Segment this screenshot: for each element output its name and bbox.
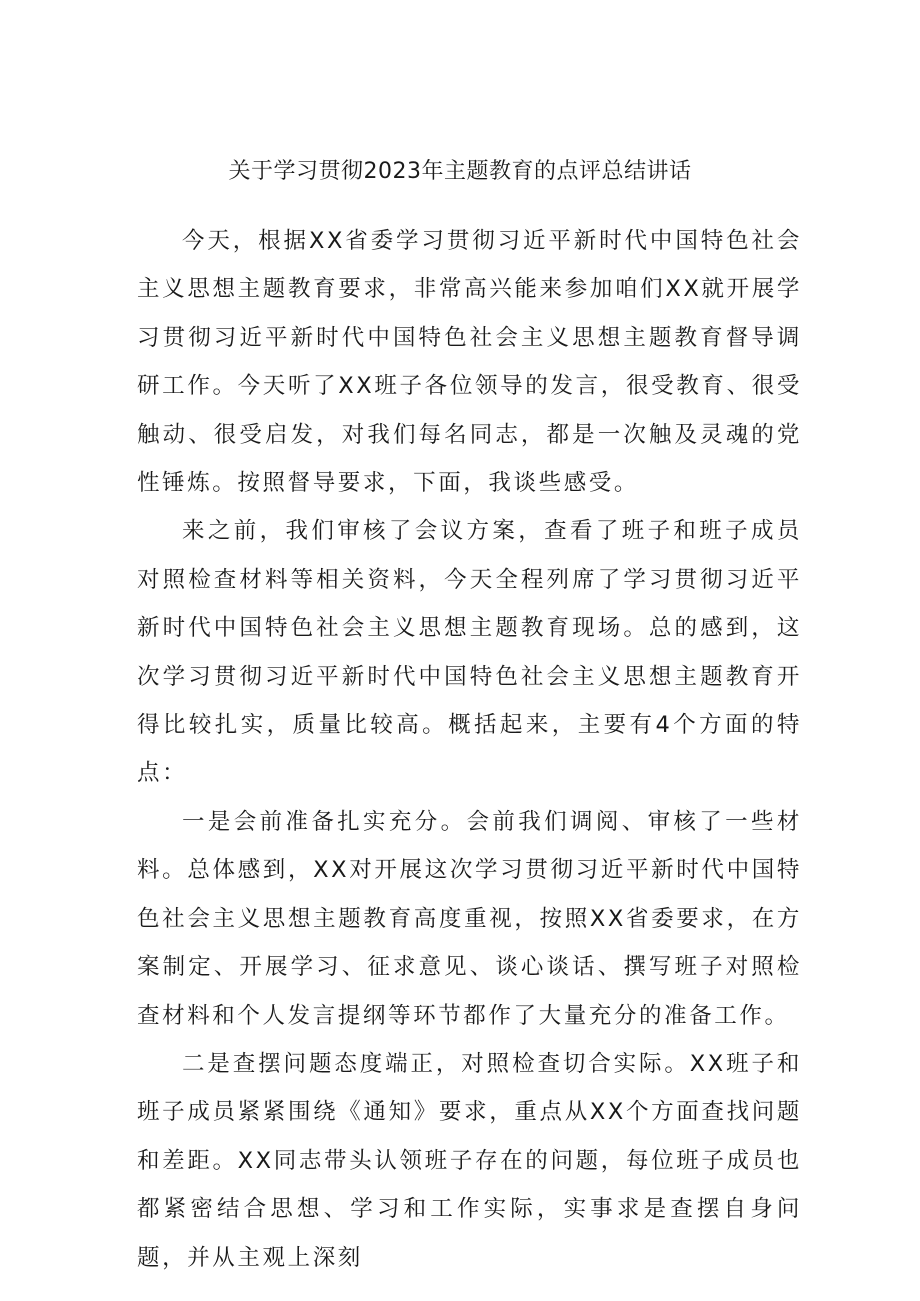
paragraph-point-one: 一是会前准备扎实充分。会前我们调阅、审核了一些材料。总体感到，XX对开展这次学习贯彻习近平新时代中国特色社会主义思想主题教育高度重视，按照XX省委要求，在方案制定、开展学习、征求意见、谈心谈话、撰写班子对照检查材料和个人发言提纲等环节都作了大量充分的准备工作。 — [137, 808, 802, 1029]
paragraph-point-two: 二是查摆问题态度端正，对照检查切合实际。XX班子和班子成员紧紧围绕《通知》要求，重点从XX个方面查找问题和差距。XX同志带头认领班子存在的问题，每位班子成员也都紧密结合思想、学习和工作实际，实事求是查摆自身问题，并从主观上深刻 — [137, 1050, 802, 1271]
paragraph-overview: 来之前，我们审核了会议方案，查看了班子和班子成员对照检查材料等相关资料，今天全程列席了学习贯彻习近平新时代中国特色社会主义思想主题教育现场。总的感到，这次学习贯彻习近平新时代中国特色社会主义思想主题教育开得比较扎实，质量比较高。概括起来，主要有4个方面的特点： — [137, 518, 802, 787]
paragraph-intro: 今天，根据XX省委学习贯彻习近平新时代中国特色社会主义思想主题教育要求，非常高兴能来参加咱们XX就开展学习贯彻习近平新时代中国特色社会主义思想主题教育督导调研工作。今天听了XX班子各位领导的发言，很受教育、很受触动、很受启发，对我们每名同志，都是一次触及灵魂的党性锤炼。按照督导要求，下面，我谈些感受。 — [137, 228, 802, 497]
document-body — [137, 217, 802, 1282]
document-title: 关于学习贯彻2023年主题教育的点评总结讲话 — [228, 159, 692, 184]
